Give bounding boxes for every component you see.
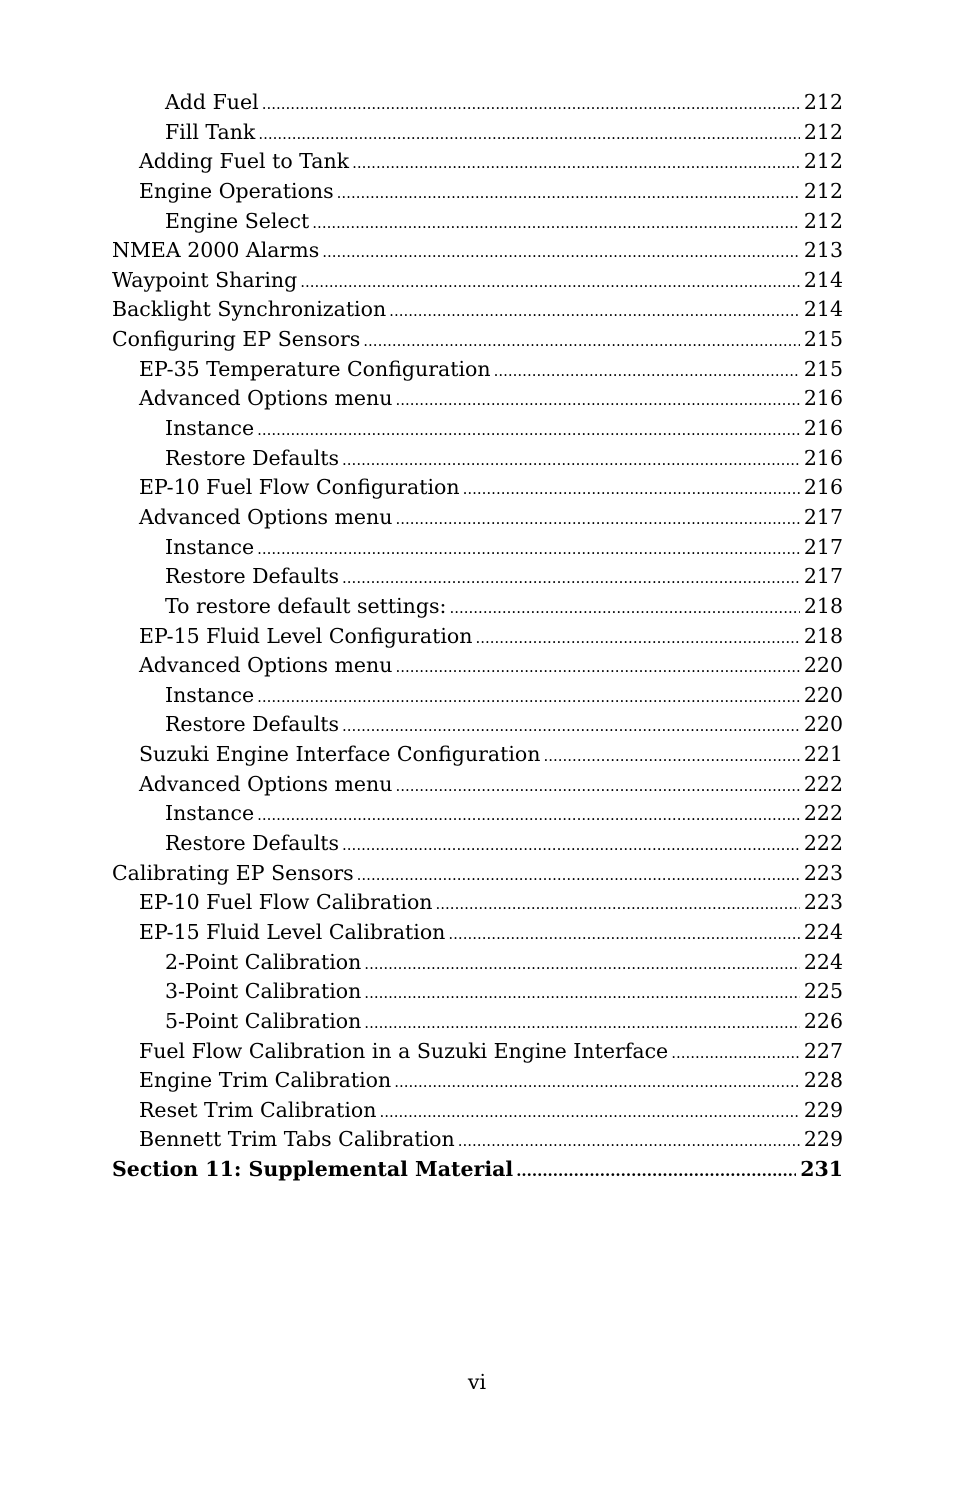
toc-entry-page: 220: [803, 682, 843, 707]
toc-dot-leader: [543, 742, 799, 770]
toc-entry-title: EP-10 Fuel Flow Configuration: [139, 475, 460, 500]
toc-entry-title: Bennett Trim Tabs Calibration: [139, 1127, 455, 1152]
toc-entry-title: Instance: [165, 682, 255, 707]
toc-entry[interactable]: [112, 799, 843, 829]
toc-entry-title: Section 11: Supplemental Material: [112, 1157, 514, 1182]
toc-entry[interactable]: [112, 562, 843, 592]
toc-entry-title: Restore Defaults: [165, 712, 340, 737]
toc-entry-page: 216: [803, 386, 843, 411]
toc-dot-leader: [463, 475, 800, 503]
toc-dot-leader: [395, 653, 799, 681]
toc-dot-leader: [671, 1039, 800, 1067]
toc-dot-leader: [364, 950, 800, 978]
toc-entry-title: Engine Operations: [139, 178, 334, 203]
toc-entry-page: 215: [803, 356, 843, 381]
toc-entry[interactable]: [112, 1066, 843, 1096]
toc-entry-page: 223: [803, 860, 843, 885]
toc-entry-page: 227: [803, 1038, 843, 1063]
toc-entry-page: 224: [803, 919, 843, 944]
toc-entry[interactable]: [112, 1125, 843, 1155]
toc-entry-page: 216: [803, 445, 843, 470]
toc-entry-page: 214: [803, 297, 843, 322]
toc-entry-title: EP-15 Fluid Level Calibration: [139, 919, 446, 944]
toc-entry[interactable]: [112, 948, 843, 978]
table-of-contents: [112, 88, 843, 1185]
toc-entry-page: 222: [803, 771, 843, 796]
toc-entry[interactable]: [112, 236, 843, 266]
toc-entry[interactable]: [112, 918, 843, 948]
toc-entry-title: Backlight Synchronization: [112, 297, 387, 322]
toc-dot-leader: [257, 683, 800, 711]
toc-entry-page: 212: [803, 149, 843, 174]
toc-entry-title: NMEA 2000 Alarms: [112, 238, 320, 263]
toc-dot-leader: [357, 861, 800, 889]
toc-entry-page: 214: [803, 267, 843, 292]
toc-entry-page: 223: [803, 890, 843, 915]
toc-entry-title: Fill Tank: [165, 119, 256, 144]
toc-dot-leader: [300, 268, 800, 296]
toc-entry-page: 220: [803, 712, 843, 737]
toc-entry-title: Engine Trim Calibration: [139, 1068, 392, 1093]
toc-entry-page: 228: [803, 1068, 843, 1093]
toc-dot-leader: [312, 209, 800, 237]
toc-entry-title: Instance: [165, 416, 255, 441]
toc-entry-title: Advanced Options menu: [139, 771, 393, 796]
toc-entry[interactable]: [112, 325, 843, 355]
toc-entry-title: Calibrating EP Sensors: [112, 860, 354, 885]
toc-entry[interactable]: [112, 592, 843, 622]
toc-dot-leader: [379, 1098, 799, 1126]
toc-dot-leader: [458, 1127, 800, 1155]
toc-entry-title: Add Fuel: [165, 90, 259, 114]
toc-entry-title: EP-15 Fluid Level Configuration: [139, 623, 473, 648]
toc-entry[interactable]: [112, 829, 843, 859]
toc-dot-leader: [342, 446, 800, 474]
toc-entry-title: EP-35 Temperature Configuration: [139, 356, 491, 381]
toc-entry-page: 212: [803, 208, 843, 233]
toc-dot-leader: [364, 979, 800, 1007]
toc-entry-page: 224: [803, 949, 843, 974]
toc-entry-page: 212: [803, 178, 843, 203]
toc-dot-leader: [364, 1009, 800, 1037]
toc-entry-page: 218: [803, 593, 843, 618]
toc-entry-page: 222: [803, 801, 843, 826]
toc-entry-page: 217: [803, 504, 843, 529]
toc-entry-page: 222: [803, 831, 843, 856]
toc-dot-leader: [257, 416, 800, 444]
toc-entry[interactable]: [112, 444, 843, 474]
toc-entry[interactable]: [112, 859, 843, 889]
toc-entry-page: 229: [803, 1127, 843, 1152]
toc-entry[interactable]: [112, 1007, 843, 1037]
toc-entry-page: 216: [803, 475, 843, 500]
toc-dot-leader: [436, 890, 800, 918]
toc-entry-page: 217: [803, 534, 843, 559]
toc-entry[interactable]: [112, 651, 843, 681]
toc-entry-page: 221: [803, 742, 843, 767]
toc-entry[interactable]: [112, 177, 843, 207]
toc-entry-title: 3-Point Calibration: [165, 979, 362, 1004]
toc-entry-title: Restore Defaults: [165, 831, 340, 856]
toc-dot-leader: [352, 149, 800, 177]
toc-entry-page: 212: [803, 90, 843, 114]
toc-entry[interactable]: [112, 740, 843, 770]
page-number: vi: [467, 1370, 487, 1394]
toc-entry-title: Advanced Options menu: [139, 653, 393, 678]
toc-entry-title: Suzuki Engine Interface Configuration: [139, 742, 541, 767]
toc-entry[interactable]: [112, 147, 843, 177]
toc-entry-page: 213: [803, 238, 843, 263]
toc-entry[interactable]: [112, 355, 843, 385]
toc-entry-title: 2-Point Calibration: [165, 949, 362, 974]
toc-entry-page: 226: [803, 1008, 843, 1033]
toc-entry-title: 5-Point Calibration: [165, 1008, 362, 1033]
toc-entry[interactable]: [112, 710, 843, 740]
toc-entry-page: 212: [803, 119, 843, 144]
toc-dot-leader: [258, 120, 800, 148]
toc-entry-title: Configuring EP Sensors: [112, 327, 361, 352]
toc-entry[interactable]: [112, 533, 843, 563]
toc-entry[interactable]: [112, 414, 843, 444]
toc-entry[interactable]: [112, 266, 843, 296]
toc-entry-title: Adding Fuel to Tank: [139, 149, 350, 174]
toc-entry-page: 218: [803, 623, 843, 648]
toc-entry[interactable]: [112, 207, 843, 237]
toc-entry-title: To restore default settings:: [165, 593, 447, 618]
toc-entry-title: Advanced Options menu: [139, 386, 393, 411]
toc-entry-page: 215: [803, 327, 843, 352]
toc-entry[interactable]: [112, 888, 843, 918]
toc-dot-leader: [395, 505, 799, 533]
toc-dot-leader: [395, 386, 799, 414]
toc-entry-page: 225: [803, 979, 843, 1004]
toc-entry-page: 229: [803, 1097, 843, 1122]
toc-dot-leader: [337, 179, 800, 207]
toc-dot-leader: [342, 712, 800, 740]
toc-entry[interactable]: [112, 977, 843, 1007]
toc-dot-leader: [395, 772, 799, 800]
toc-dot-leader: [475, 624, 799, 652]
toc-dot-leader: [262, 90, 800, 118]
toc-entry-page: 220: [803, 653, 843, 678]
toc-entry[interactable]: [112, 1096, 843, 1126]
toc-entry[interactable]: [112, 1037, 843, 1067]
toc-entry[interactable]: [112, 295, 843, 325]
toc-dot-leader: [342, 831, 800, 859]
toc-entry-title: Instance: [165, 801, 255, 826]
toc-entry[interactable]: [112, 503, 843, 533]
toc-entry-title: Fuel Flow Calibration in a Suzuki Engine Interface: [139, 1038, 669, 1063]
toc-entry-title: Engine Select: [165, 208, 310, 233]
toc-dot-leader: [322, 238, 800, 266]
toc-dot-leader: [389, 297, 800, 325]
toc-entry[interactable]: [112, 118, 843, 148]
toc-entry[interactable]: [112, 88, 843, 118]
toc-entry[interactable]: [112, 1155, 843, 1185]
toc-entry-title: EP-10 Fuel Flow Calibration: [139, 890, 433, 915]
toc-dot-leader: [516, 1157, 796, 1185]
toc-dot-leader: [494, 357, 800, 385]
toc-entry-title: Advanced Options menu: [139, 504, 393, 529]
toc-entry-title: Instance: [165, 534, 255, 559]
toc-entry-page: 231: [800, 1157, 843, 1182]
toc-dot-leader: [449, 594, 799, 622]
toc-dot-leader: [257, 535, 800, 563]
toc-dot-leader: [342, 564, 800, 592]
toc-dot-leader: [363, 327, 800, 355]
toc-entry[interactable]: [112, 681, 843, 711]
toc-entry[interactable]: [112, 384, 843, 414]
toc-entry-page: 216: [803, 416, 843, 441]
toc-entry[interactable]: [112, 622, 843, 652]
toc-entry-page: 217: [803, 564, 843, 589]
toc-entry-title: Reset Trim Calibration: [139, 1097, 377, 1122]
toc-dot-leader: [448, 920, 799, 948]
toc-entry-title: Waypoint Sharing: [112, 267, 298, 292]
toc-entry[interactable]: [112, 473, 843, 503]
toc-entry[interactable]: [112, 770, 843, 800]
toc-entry-title: Restore Defaults: [165, 564, 340, 589]
toc-dot-leader: [257, 801, 800, 829]
toc-entry-title: Restore Defaults: [165, 445, 340, 470]
toc-dot-leader: [394, 1068, 800, 1096]
